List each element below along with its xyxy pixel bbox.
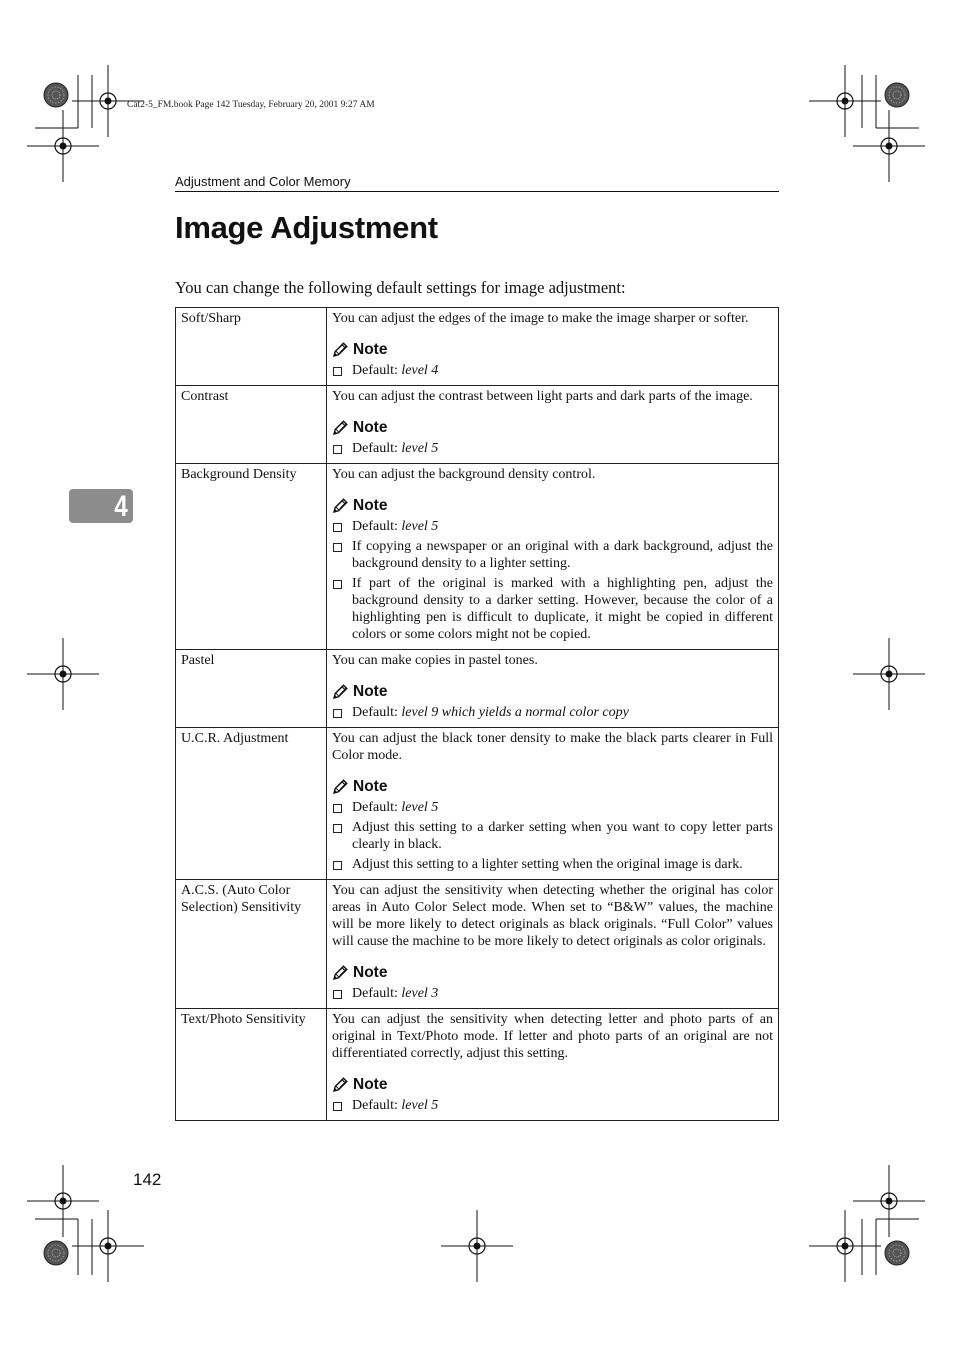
note-heading (332, 681, 773, 701)
note-prefix: Default: (352, 705, 402, 720)
table-row (176, 464, 779, 650)
running-header: Adjustment and Color Memory (175, 174, 779, 192)
setting-details (327, 1009, 779, 1121)
note-text (352, 856, 773, 873)
note-prefix: Default: (352, 1098, 402, 1113)
page-title: Image Adjustment (175, 210, 438, 245)
note-item (332, 1097, 773, 1114)
note-heading (332, 776, 773, 796)
note-label: Note (353, 418, 388, 436)
note-label: Note (353, 682, 388, 700)
note-value: level 4 (401, 363, 439, 378)
setting-details (327, 650, 779, 728)
note-prefix: Default: (352, 519, 402, 534)
checkbox-bullet-icon (333, 367, 342, 376)
note-text (352, 985, 773, 1002)
setting-details (327, 728, 779, 880)
note-label: Note (353, 496, 388, 514)
setting-description: You can adjust the sensitivity when detecting letter and photo parts of an original in Text/Photo mode. If letter and photo parts of an original are not differentiated correctly, adjust this setting. (332, 1012, 773, 1061)
note-value: level 3 (401, 986, 439, 1001)
setting-name: Soft/Sharp (176, 308, 327, 386)
setting-details (327, 464, 779, 650)
table-row (176, 650, 779, 728)
note-heading (332, 1074, 773, 1094)
note-heading (332, 339, 773, 359)
note-text (352, 799, 773, 816)
note-text (352, 518, 773, 535)
setting-name: Pastel (176, 650, 327, 728)
note-label: Note (353, 340, 388, 358)
table-row (176, 386, 779, 464)
note-item (332, 985, 773, 1002)
setting-name: A.C.S. (Auto Color Selection) Sensitivity (176, 880, 327, 1009)
table-row (176, 1009, 779, 1121)
note-prefix: If part of the original is marked with a highlighting pen, adjust the background density to a darker setting. However, because the color of a highlighting pen is difficult to duplicate, it might be copied in different colors or some colors might not be copied. (352, 576, 773, 642)
checkbox-bullet-icon (333, 1102, 342, 1111)
note-prefix: Default: (352, 800, 402, 815)
checkbox-bullet-icon (333, 804, 342, 813)
note-heading (332, 495, 773, 515)
chapter-tab (69, 489, 133, 523)
setting-name: Text/Photo Sensitivity (176, 1009, 327, 1121)
note-text (352, 538, 773, 572)
file-info: Cat2-5_FM.book Page 142 Tuesday, February 20, 2001 9:27 AM (127, 100, 375, 110)
setting-details (327, 880, 779, 1009)
checkbox-bullet-icon (333, 861, 342, 870)
note-value: level 5 (401, 519, 439, 534)
checkbox-bullet-icon (333, 445, 342, 454)
note-item (332, 575, 773, 643)
setting-description: You can make copies in pastel tones. (332, 653, 538, 668)
note-text (352, 440, 773, 457)
checkbox-bullet-icon (333, 990, 342, 999)
setting-description: You can adjust the background density control. (332, 467, 596, 482)
pencil-icon (332, 497, 349, 514)
pencil-icon (332, 683, 349, 700)
note-text (352, 1097, 773, 1114)
note-label: Note (353, 963, 388, 981)
setting-name: Background Density (176, 464, 327, 650)
setting-details (327, 386, 779, 464)
note-item (332, 440, 773, 457)
note-prefix: Default: (352, 363, 402, 378)
pencil-icon (332, 964, 349, 981)
note-text (352, 704, 773, 721)
intro-text: You can change the following default settings for image adjustment: (175, 278, 626, 297)
note-item (332, 819, 773, 853)
settings-table (175, 307, 779, 1121)
note-heading (332, 962, 773, 982)
checkbox-bullet-icon (333, 523, 342, 532)
table-row (176, 728, 779, 880)
checkbox-bullet-icon (333, 543, 342, 552)
setting-description: You can adjust the sensitivity when detecting whether the original has color areas in Auto Color Select mode. When set to “B&W” values, the machine will be more likely to detect originals as black originals. “Full Color” values will cause the machine to be more likely to detect originals as color originals. (332, 883, 773, 949)
setting-description: You can adjust the edges of the image to make the image sharper or softer. (332, 311, 749, 326)
table-row (176, 880, 779, 1009)
note-text (352, 575, 773, 643)
note-value: level 9 which yields a normal color copy (401, 705, 629, 720)
note-prefix: Adjust this setting to a lighter setting when the original image is dark. (352, 857, 743, 872)
note-item (332, 799, 773, 816)
checkbox-bullet-icon (333, 580, 342, 589)
note-prefix: Adjust this setting to a darker setting when you want to copy letter parts clearly in black. (352, 820, 773, 852)
note-item (332, 538, 773, 572)
note-text (352, 362, 773, 379)
note-value: level 5 (401, 1098, 439, 1113)
setting-name: U.C.R. Adjustment (176, 728, 327, 880)
checkbox-bullet-icon (333, 709, 342, 718)
note-item (332, 856, 773, 873)
note-item (332, 704, 773, 721)
setting-details (327, 308, 779, 386)
note-item (332, 518, 773, 535)
note-prefix: If copying a newspaper or an original with a dark background, adjust the background density to a lighter setting. (352, 539, 773, 571)
note-label: Note (353, 777, 388, 795)
table-row (176, 308, 779, 386)
pencil-icon (332, 341, 349, 358)
note-prefix: Default: (352, 441, 402, 456)
pencil-icon (332, 1076, 349, 1093)
setting-description: You can adjust the contrast between light parts and dark parts of the image. (332, 389, 753, 404)
note-value: level 5 (401, 441, 439, 456)
setting-description: You can adjust the black toner density to make the black parts clearer in Full Color mode. (332, 731, 773, 763)
setting-name: Contrast (176, 386, 327, 464)
chapter-number: 4 (114, 490, 128, 523)
note-label: Note (353, 1075, 388, 1093)
pencil-icon (332, 778, 349, 795)
note-text (352, 819, 773, 853)
note-item (332, 362, 773, 379)
pencil-icon (332, 419, 349, 436)
note-heading (332, 417, 773, 437)
page-number: 142 (133, 1170, 162, 1189)
checkbox-bullet-icon (333, 824, 342, 833)
note-value: level 5 (401, 800, 439, 815)
note-prefix: Default: (352, 986, 402, 1001)
